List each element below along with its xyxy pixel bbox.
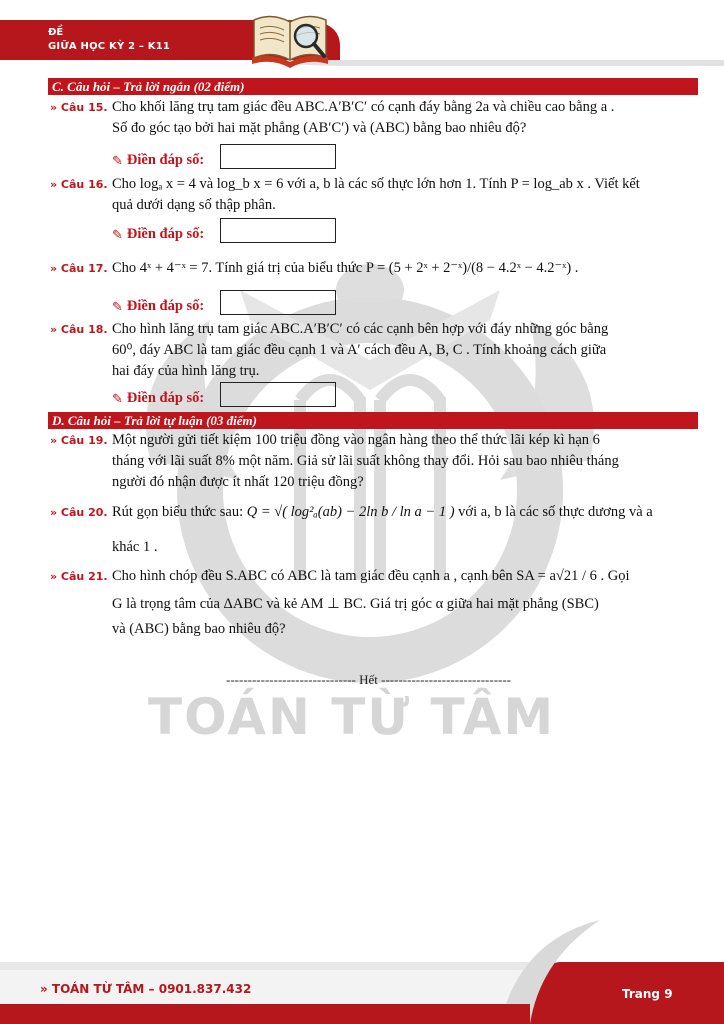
question-text: Rút gọn biểu thức sau: — [112, 504, 244, 520]
question-text-line: G là trọng tâm của ΔABC và kẻ AM ⊥ BC. Giá trị góc α giữa hai mặt phẳng (SBC) — [112, 596, 599, 612]
question-text-line: Cho khối lăng trụ tam giác đều ABC.A′B′C′ có cạnh đáy bằng 2a và chiều cao bằng a . — [112, 99, 615, 115]
answer-label: Điền đáp số: — [126, 298, 205, 314]
watermark-text: TOÁN TỪ TÂM — [148, 688, 556, 746]
question-text-line: và (ABC) bằng bao nhiêu độ? — [112, 621, 286, 637]
question-text: với a, b là các số thực dương và a — [458, 504, 653, 520]
question-21 — [50, 566, 674, 640]
question-text-line: Cho hình chóp đều S.ABC có ABC là tam giác đều cạnh a , cạnh bên SA = a√21 / 6 . Gọi — [112, 568, 630, 584]
question-text-line: khác 1 . — [112, 539, 158, 555]
header-line-2: GIỮA HỌC KỲ 2 – K11 — [48, 41, 171, 52]
question-18 — [50, 319, 674, 382]
question-label: » Câu 20. — [50, 506, 108, 519]
pencil-icon: ✎ — [112, 153, 123, 168]
question-label: » Câu 17. — [50, 262, 108, 275]
header-line-1: ĐỀ — [48, 27, 64, 38]
question-label: » Câu 18. — [50, 323, 108, 336]
question-text-line — [112, 502, 674, 523]
answer-box[interactable] — [220, 382, 336, 407]
footer-contact: » TOÁN TỪ TÂM – 0901.837.432 — [40, 982, 252, 996]
answer-box[interactable] — [220, 144, 336, 169]
question-text-line: Cho logₐ x = 4 và log_b x = 6 với a, b là các số thực lớn hơn 1. Tính P = log_ab x . Viết kết — [112, 176, 640, 192]
answer-box[interactable] — [220, 218, 336, 243]
math-formula: Q = √( log²ₐ(ab) − 2ln b / ln a − 1 ) — [246, 504, 455, 520]
question-text-line: Số đo góc tạo bởi hai mặt phẳng (AB′C′) và (ABC) bằng bao nhiêu độ? — [112, 120, 527, 136]
question-text-line: quả dưới dạng số thập phân. — [112, 197, 276, 213]
question-text-line: Cho 4ˣ + 4⁻ˣ = 7. Tính giá trị của biểu thức P = (5 + 2ˣ + 2⁻ˣ)/(8 − 4.2ˣ − 4.2⁻ˣ) . — [112, 260, 579, 276]
answer-label: Điền đáp số: — [126, 152, 205, 168]
answer-row-16 — [112, 218, 336, 243]
question-text-line: người đó nhận được ít nhất 120 triệu đồng? — [112, 474, 364, 490]
question-16 — [50, 174, 674, 216]
answer-row-17 — [112, 290, 336, 315]
question-label: » Câu 16. — [50, 178, 108, 191]
section-c-title: C. Câu hỏi – Trả lời ngắn (02 điểm) — [48, 78, 698, 95]
question-20 — [50, 502, 674, 558]
question-text-line: Một người gửi tiết kiệm 100 triệu đồng vào ngân hàng theo thể thức lãi kép kì hạn 6 — [112, 432, 600, 448]
question-label: » Câu 15. — [50, 101, 108, 114]
question-label: » Câu 21. — [50, 570, 108, 583]
question-text-line: Cho hình lăng trụ tam giác ABC.A′B′C′ có các cạnh bên hợp với đáy những góc bằng — [112, 321, 609, 337]
answer-label: Điền đáp số: — [126, 226, 205, 242]
pencil-icon: ✎ — [112, 299, 123, 314]
pencil-icon: ✎ — [112, 391, 123, 406]
question-19 — [50, 430, 674, 493]
question-text-line: tháng với lãi suất 8% một năm. Giả sử lãi suất không thay đổi. Hỏi sau bao nhiêu tháng — [112, 453, 619, 469]
question-text-line: 60⁰, đáy ABC là tam giác đều cạnh 1 và A′ cách đều A, B, C . Tính khoảng cách giữa — [112, 342, 607, 358]
page-number: Trang 9 — [622, 987, 673, 1001]
question-17 — [50, 258, 674, 279]
question-text-line: hai đáy của hình lăng trụ. — [112, 363, 260, 379]
pencil-icon: ✎ — [112, 227, 123, 242]
end-marker: ------------------------------ Hết ------------------------------ — [226, 672, 512, 687]
answer-row-15 — [112, 144, 336, 169]
question-15 — [50, 97, 674, 139]
section-d-title: D. Câu hỏi – Trả lời tự luận (03 điểm) — [48, 412, 698, 429]
answer-row-18 — [112, 382, 336, 407]
answer-label: Điền đáp số: — [126, 390, 205, 406]
answer-box[interactable] — [220, 290, 336, 315]
question-label: » Câu 19. — [50, 434, 108, 447]
header-title — [48, 26, 170, 54]
book-magnifier-icon — [248, 6, 332, 70]
footer-decoration — [0, 900, 724, 1024]
